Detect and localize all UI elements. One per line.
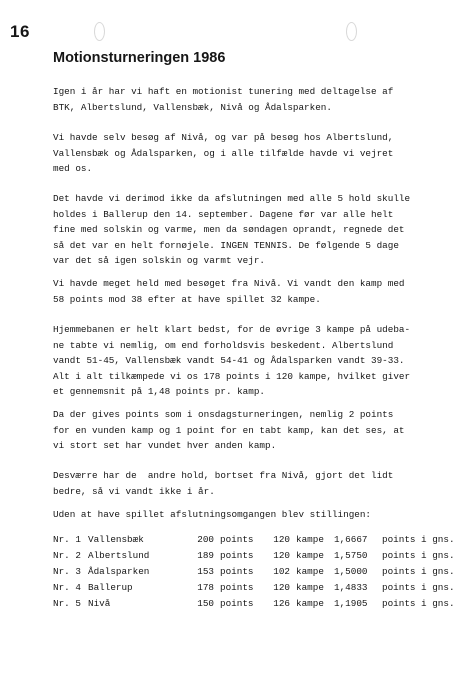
paragraph-intro: Igen i år har vi haft en motionist tunering med deltagelse af BTK, Albertslund, Vallensbæk, Nivå og Ådalsparken.: [53, 86, 394, 113]
unit-cell: points i gns.: [382, 550, 455, 561]
points-cell: 178: [197, 582, 214, 593]
games-cell: 120: [273, 534, 290, 545]
points-word-cell: points: [220, 598, 254, 609]
table-row: [53, 582, 455, 598]
points-cell: 189: [197, 550, 214, 561]
points-cell: 153: [197, 566, 214, 577]
games-cell: 120: [273, 550, 290, 561]
average-cell: 1,5000: [334, 566, 368, 577]
punch-hole-mark: [346, 22, 357, 41]
average-cell: 1,1905: [334, 598, 368, 609]
standings-table: [53, 534, 455, 614]
games-cell: 102: [273, 566, 290, 577]
table-row: [53, 534, 455, 550]
games-word-cell: kampe: [296, 550, 324, 561]
rank-cell: Nr. 2: [53, 550, 81, 561]
points-cell: 150: [197, 598, 214, 609]
points-word-cell: points: [220, 534, 254, 545]
rank-cell: Nr. 3: [53, 566, 81, 577]
paragraph-standings-intro: Uden at have spillet afslutningsomgangen blev stillingen:: [53, 509, 372, 520]
team-cell: Ballerup: [88, 582, 133, 593]
table-row: [53, 566, 455, 582]
paragraph-outcome: Desværre har de andre hold, bortset fra Nivå, gjort det lidt bedre, så vi vandt ikke i år.: [53, 470, 394, 497]
unit-cell: points i gns.: [382, 534, 455, 545]
paragraph-finale: Det havde vi derimod ikke da afslutningen med alle 5 hold skulle holdes i Ballerup den 14. september. Dagene før var alle helt fine med solskin og varme, men da søndagen oprandt, regnede det så det var en helt fornøjele. INGEN TENNIS. De følgende 5 dage var det så igen solskin og varmt vejr.: [53, 193, 411, 266]
unit-cell: points i gns.: [382, 566, 455, 577]
rank-cell: Nr. 1: [53, 534, 81, 545]
team-cell: Ådalsparken: [88, 566, 150, 577]
games-word-cell: kampe: [296, 566, 324, 577]
games-word-cell: kampe: [296, 582, 324, 593]
table-row: [53, 550, 455, 566]
rank-cell: Nr. 4: [53, 582, 81, 593]
games-word-cell: kampe: [296, 598, 324, 609]
average-cell: 1,6667: [334, 534, 368, 545]
games-cell: 126: [273, 598, 290, 609]
team-cell: Nivå: [88, 598, 111, 609]
paragraph-niva-match: Vi havde meget held med besøget fra Nivå. Vi vandt den kamp med 58 points mod 38 efter at have spillet 32 kampe.: [53, 278, 405, 305]
points-word-cell: points: [220, 566, 254, 577]
page-number: 16: [10, 22, 30, 41]
team-cell: Vallensbæk: [88, 534, 144, 545]
average-cell: 1,5750: [334, 550, 368, 561]
team-cell: Albertslund: [88, 550, 150, 561]
games-cell: 120: [273, 582, 290, 593]
unit-cell: points i gns.: [382, 582, 455, 593]
table-row: [53, 598, 455, 614]
paragraph-visits: Vi havde selv besøg af Nivå, og var på besøg hos Albertslund, Vallensbæk og Ådalsparken, og i alle tilfælde havde vi vejret med os.: [53, 132, 394, 174]
page-title: Motionsturneringen 1986: [53, 50, 226, 66]
average-cell: 1,4833: [334, 582, 368, 593]
paragraph-scoring: Da der gives points som i onsdagsturneringen, nemlig 2 points for en vunden kamp og 1 point for en tabt kamp, kan det ses, at vi stort set har vundet hver anden kamp.: [53, 409, 405, 451]
paragraph-away-results: Hjemmebanen er helt klart bedst, for de øvrige 3 kampe på udeba- ne tabte vi nemlig, om end forholdsvis beskedent. Albertslund vandt 51-45, Vallensbæk vandt 54-41 og Ådalsparken vandt 39-33. Alt i alt tilkæmpede vi os 178 points i 120 kampe, hvilket giver et gennemsnit på 1,48 points pr. kamp.: [53, 324, 411, 397]
unit-cell: points i gns.: [382, 598, 455, 609]
rank-cell: Nr. 5: [53, 598, 81, 609]
games-word-cell: kampe: [296, 534, 324, 545]
points-cell: 200: [197, 534, 214, 545]
points-word-cell: points: [220, 550, 254, 561]
points-word-cell: points: [220, 582, 254, 593]
punch-hole-mark: [94, 22, 105, 41]
